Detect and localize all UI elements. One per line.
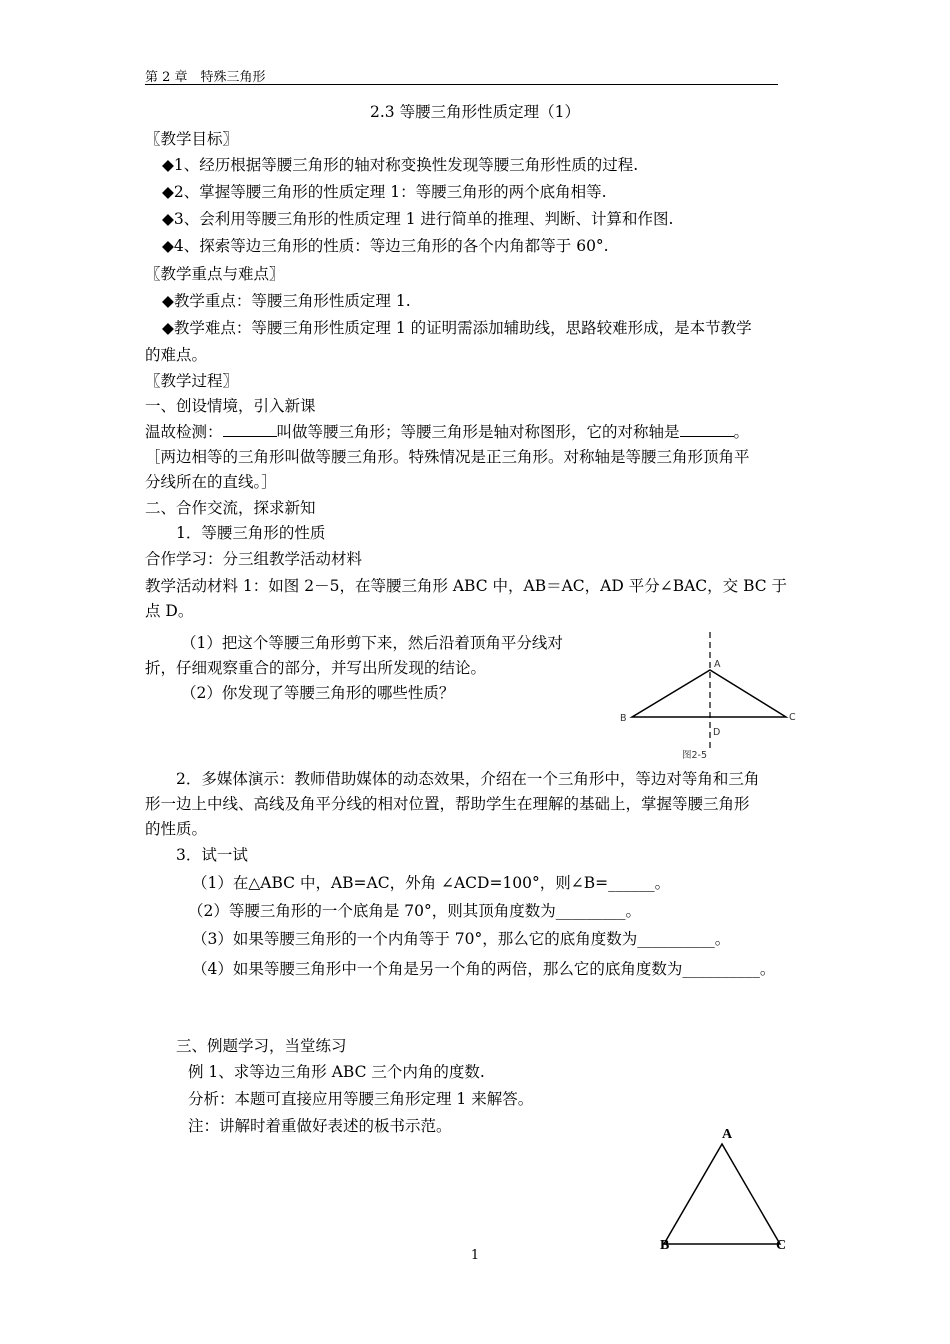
vertex-label-c: C: [789, 712, 796, 723]
question-line: （2）你发现了等腰三角形的哪些性质？: [181, 684, 455, 702]
answer-blank[interactable]: [223, 422, 277, 437]
answer-line: 分线所在的直线。］: [145, 473, 277, 491]
vertex-label-b: B: [620, 713, 627, 724]
vertex-label-a: A: [714, 659, 721, 670]
section-heading: 二、合作交流，探求新知: [145, 499, 316, 517]
focus-heading: 〖教学重点与难点〗: [145, 265, 285, 283]
objective-item: ◆2、掌握等腰三角形的性质定理 1：等腰三角形的两个底角相等.: [162, 183, 607, 201]
key-point: ◆教学重点：等腰三角形性质定理 1.: [162, 292, 411, 310]
section-heading: 一、创设情境，引入新课: [145, 397, 316, 415]
objective-item: ◆4、探索等边三角形的性质：等边三角形的各个内角都等于 60°.: [162, 237, 609, 255]
material-line: 点 D。: [145, 602, 194, 620]
vertex-label-a: A: [722, 1127, 733, 1142]
exercise-item: （4）如果等腰三角形中一个角是另一个角的两倍，那么它的底角度数为__________。: [192, 960, 776, 978]
figure-2-5: [612, 628, 812, 766]
figure-caption: 图2-5: [682, 750, 708, 761]
triangle-abc: [632, 670, 786, 717]
material-line: 教学活动材料 1：如图 2－5，在等腰三角形 ABC 中，AB＝AC，AD 平分∠BAC，交 BC 于: [145, 577, 788, 595]
vertex-label-b: B: [660, 1238, 670, 1253]
chapter-header: 第 2 章 特殊三角形: [145, 70, 266, 85]
review-prefix: 温故检测：: [145, 423, 223, 441]
demo-line: 2．多媒体演示：教师借助媒体的动态效果，介绍在一个三角形中，等边对等角和三角: [176, 770, 760, 788]
objective-item: ◆1、经历根据等腰三角形的轴对称变换性发现等腰三角形性质的过程.: [162, 156, 639, 174]
coop-learning: 合作学习：分三组教学活动材料: [145, 550, 363, 568]
point-label-d: D: [713, 727, 721, 738]
difficulty-line: 的难点。: [145, 346, 208, 364]
difficulty-line: ◆教学难点：等腰三角形性质定理 1 的证明需添加辅助线，思路较难形成，是本节教学: [162, 319, 752, 337]
page-number: 1: [470, 1248, 480, 1263]
page-title: 2.3 等腰三角形性质定理（1）: [370, 103, 580, 121]
demo-line: 的性质。: [145, 820, 208, 838]
exercise-item: （3）如果等腰三角形的一个内角等于 70°，那么它的底角度数为__________。: [192, 930, 731, 948]
answer-line: ［两边相等的三角形叫做等腰三角形。特殊情况是正三角形。对称轴是等腰三角形顶角平: [145, 448, 750, 466]
exercise-item: （2）等腰三角形的一个底角是 70°，则其顶角度数为_________。: [188, 902, 642, 920]
analysis-text: 分析：本题可直接应用等腰三角形定理 1 来解答。: [188, 1090, 534, 1108]
demo-line: 形一边上中线、高线及角平分线的相对位置，帮助学生在理解的基础上，掌握等腰三角形: [145, 795, 750, 813]
subsection-heading: 1．等腰三角形的性质: [176, 524, 326, 542]
note-text: 注：讲解时着重做好表述的板书示范。: [188, 1117, 452, 1135]
exercise-item: （1）在△ABC 中，AB=AC，外角 ∠ACD=100°，则∠B=______。: [192, 874, 671, 892]
subsection-heading: 3．试一试: [176, 846, 248, 864]
equilateral-triangle-figure: [650, 1120, 800, 1255]
review-question: [145, 422, 749, 442]
vertex-label-c: C: [776, 1238, 787, 1253]
review-mid: 叫做等腰三角形；等腰三角形是轴对称图形，它的对称轴是: [276, 423, 680, 441]
section-heading: 三、例题学习，当堂练习: [176, 1037, 347, 1055]
objectives-heading: 〖教学目标〗: [145, 130, 239, 148]
review-end: 。: [733, 423, 750, 441]
example-item: 例 1、求等边三角形 ABC 三个内角的度数.: [188, 1063, 485, 1081]
header-rule: [145, 84, 778, 85]
question-line: （1）把这个等腰三角形剪下来，然后沿着顶角平分线对: [181, 634, 563, 652]
objective-item: ◆3、会利用等腰三角形的性质定理 1 进行简单的推理、判断、计算和作图.: [162, 210, 674, 228]
question-line: 折，仔细观察重合的部分，并写出所发现的结论。: [145, 659, 487, 677]
triangle-abc: [664, 1144, 780, 1244]
answer-blank[interactable]: [680, 422, 734, 437]
process-heading: 〖教学过程〗: [145, 372, 239, 390]
